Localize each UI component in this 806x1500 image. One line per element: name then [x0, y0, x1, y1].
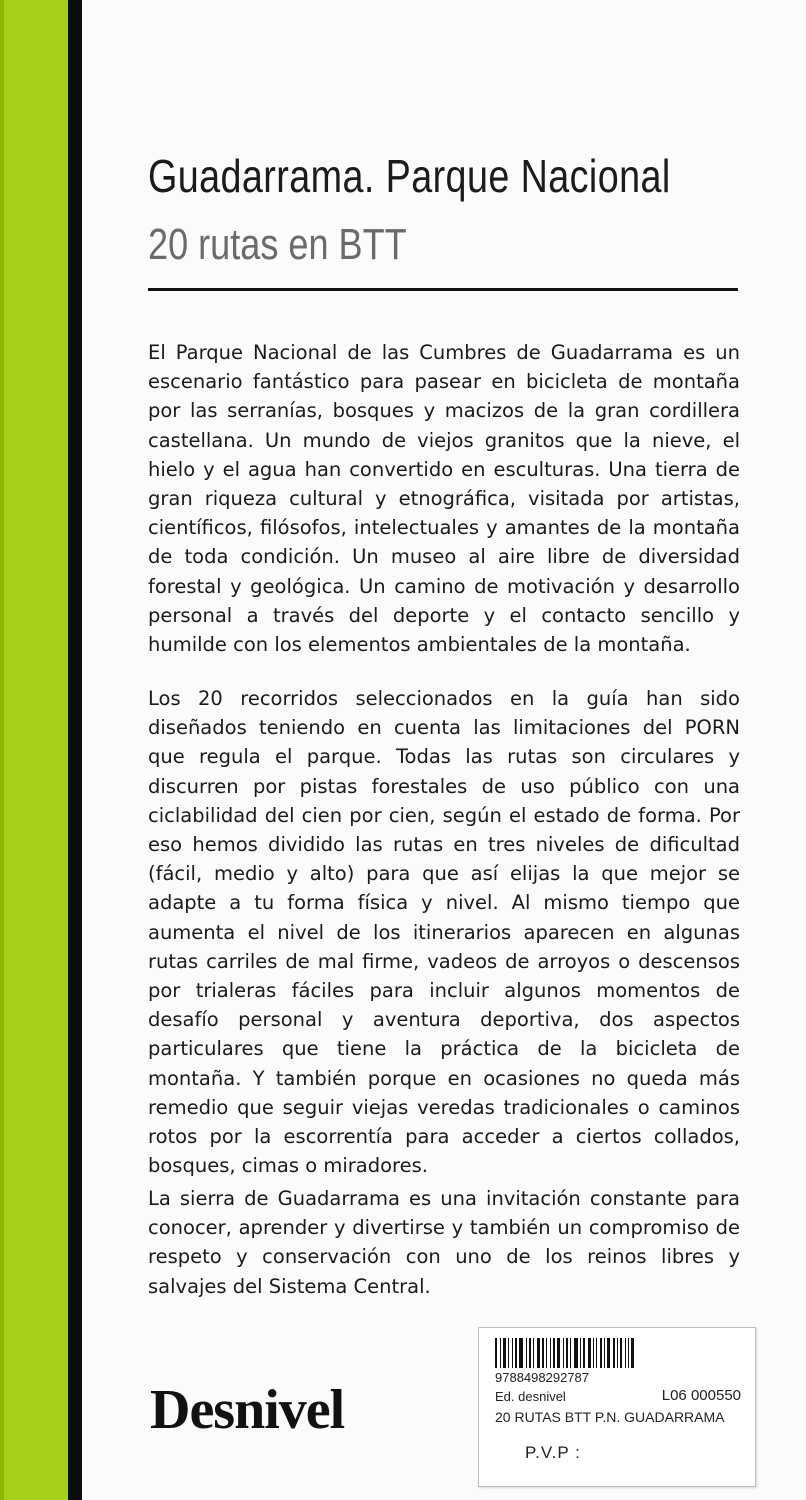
book-subtitle: 20 rutas en BTT	[148, 220, 407, 269]
sticker-title: 20 RUTAS BTT P.N. GUADARRAMA	[495, 1409, 725, 1425]
blurb-paragraph-2: Los 20 recorridos seleccionados en la guía han sido diseñados teniendo en cuenta las limitaciones del PORN que regula el parque. Todas las rutas son circulares y discurren por pistas forestales de uso público con una ciclabilidad del cien por cien, según el estado de forma. Por eso hemos dividido las rutas en tres niveles de dificultad (fácil, medio y alto) para que así elijas la que mejor se adapte a tu forma física y nivel. Al mismo tiempo que aumenta el nivel de los itinerarios aparecen en algunas rutas carriles de mal firme, vadeos de arroyos o descensos por trialeras fáciles para incluir algunos momentos de desafío personal y aventura deportiva, dos aspectos particulares que tiene la práctica de la bicicleta de montaña. Y también porque en ocasiones no queda más remedio que seguir viejas veredas tradicionales o caminos rotos por la escorrentía para acceder a ciertos collados, bosques, cimas o miradores.	[148, 687, 740, 1178]
title-divider	[148, 288, 738, 291]
isbn-number: 9788498292787	[495, 1370, 589, 1385]
green-spine-band	[4, 0, 68, 1500]
editorial-label: Ed. desnivel	[495, 1389, 566, 1404]
price-sticker	[478, 1327, 756, 1487]
product-code: L06 000550	[661, 1387, 741, 1404]
black-vertical-rule	[68, 0, 82, 1500]
blurb-paragraph-1: El Parque Nacional de las Cumbres de Guadarrama es un escenario fantástico para pasear en bicicleta de montaña por las serranías, bosques y macizos de la gran cordillera castellana. Un mundo de viejos granitos que la nieve, el hielo y el agua han convertido en esculturas. Una tierra de gran riqueza cultural y etnográfica, visitada por artistas, científicos, filósofos, intelectuales y amantes de la montaña de toda condición. Un museo al aire libre de diversidad forestal y geológica. Un camino de motivación y desarrollo personal a través del deporte y el contacto sencillo y humilde con los elementos ambientales de la montaña.	[148, 341, 740, 657]
book-title: Guadarrama. Parque Nacional	[148, 150, 671, 202]
barcode-icon	[495, 1338, 670, 1368]
price-label: P.V.P :	[525, 1443, 581, 1462]
publisher-logo: Desnivel	[150, 1379, 345, 1441]
blurb-paragraph-3: La sierra de Guadarrama es una invitación constante para conocer, aprender y divertirse y también un compromiso de respeto y conservación con uno de los reinos libres y salvajes del Sistema Central.	[148, 1187, 740, 1298]
